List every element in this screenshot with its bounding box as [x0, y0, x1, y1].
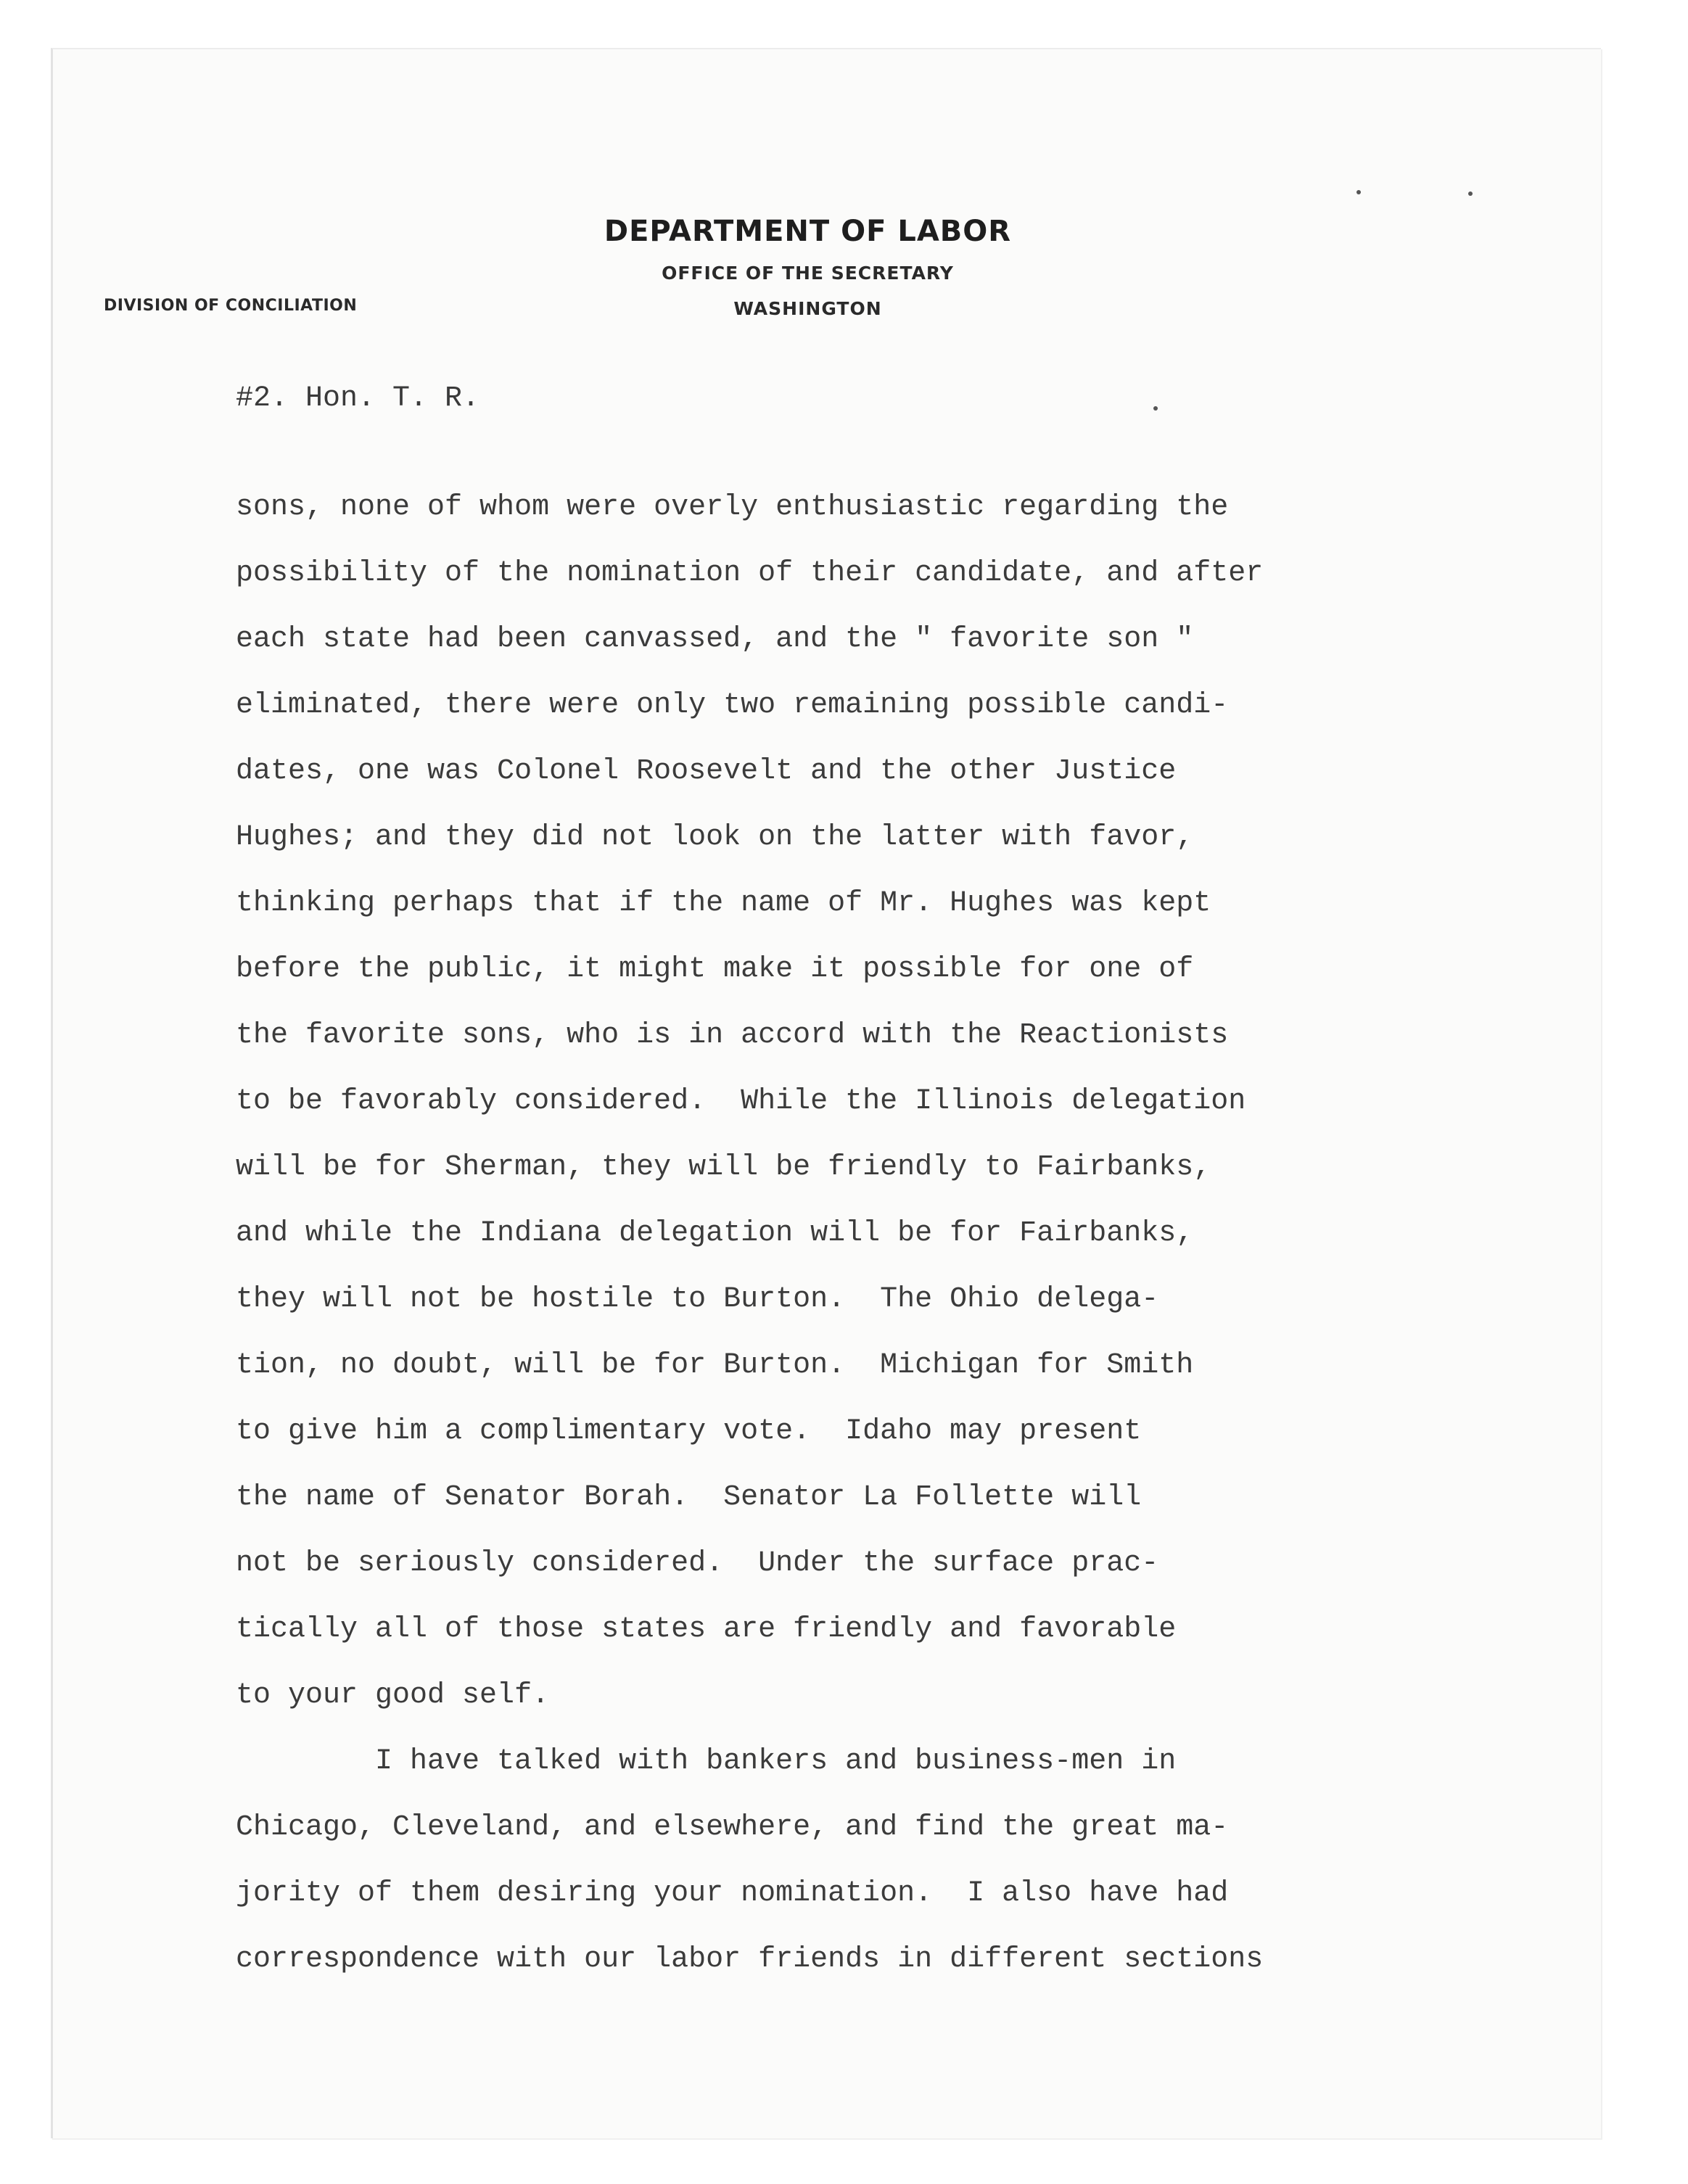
body-line: correspondence with our labor friends in different sections [236, 1943, 1264, 1976]
body-line: Hughes; and they did not look on the latter with favor, [236, 821, 1194, 854]
body-line: the name of Senator Borah. Senator La Follette will [236, 1481, 1142, 1514]
body-line: to your good self. [236, 1679, 550, 1712]
body-line: before the public, it might make it possible for one of [236, 953, 1194, 986]
body-line: Chicago, Cleveland, and elsewhere, and find the great ma- [236, 1811, 1229, 1844]
body-line: eliminated, there were only two remaining possible candi- [236, 689, 1229, 722]
stray-mark [1356, 190, 1361, 194]
body-line: will be for Sherman, they will be friendly to Fairbanks, [236, 1151, 1211, 1184]
body-line: to give him a complimentary vote. Idaho may present [236, 1415, 1142, 1448]
page-reference: #2. Hon. T. R. [236, 382, 480, 415]
letter-body [236, 474, 1462, 1993]
body-line: tion, no doubt, will be for Burton. Michigan for Smith [236, 1349, 1194, 1382]
body-line: each state had been canvassed, and the " favorite son " [236, 623, 1194, 656]
body-line: tically all of those states are friendly and favorable [236, 1613, 1177, 1646]
letterhead-city: WASHINGTON [733, 298, 882, 319]
letterhead-title: DEPARTMENT OF LABOR [604, 215, 1012, 248]
body-line: possibility of the nomination of their candidate, and after [236, 557, 1264, 590]
stray-mark [1468, 191, 1473, 196]
body-line: sons, none of whom were overly enthusiastic regarding the [236, 491, 1229, 524]
body-line: thinking perhaps that if the name of Mr. Hughes was kept [236, 887, 1211, 920]
body-line: not be seriously considered. Under the surface prac- [236, 1547, 1159, 1580]
body-line: jority of them desiring your nomination. I also have had [236, 1877, 1229, 1910]
body-line: the favorite sons, who is in accord with the Reactionists [236, 1019, 1229, 1052]
stray-mark [1153, 406, 1158, 411]
body-line: dates, one was Colonel Roosevelt and the other Justice [236, 755, 1177, 788]
body-line: to be favorably considered. While the Illinois delegation [236, 1085, 1246, 1118]
body-line: I have talked with bankers and business-men in [236, 1745, 1177, 1778]
body-line: they will not be hostile to Burton. The Ohio delega- [236, 1283, 1159, 1316]
body-line: and while the Indiana delegation will be for Fairbanks, [236, 1217, 1194, 1250]
division-label: DIVISION OF CONCILIATION [104, 297, 358, 315]
letterhead-office: OFFICE OF THE SECRETARY [662, 263, 954, 284]
